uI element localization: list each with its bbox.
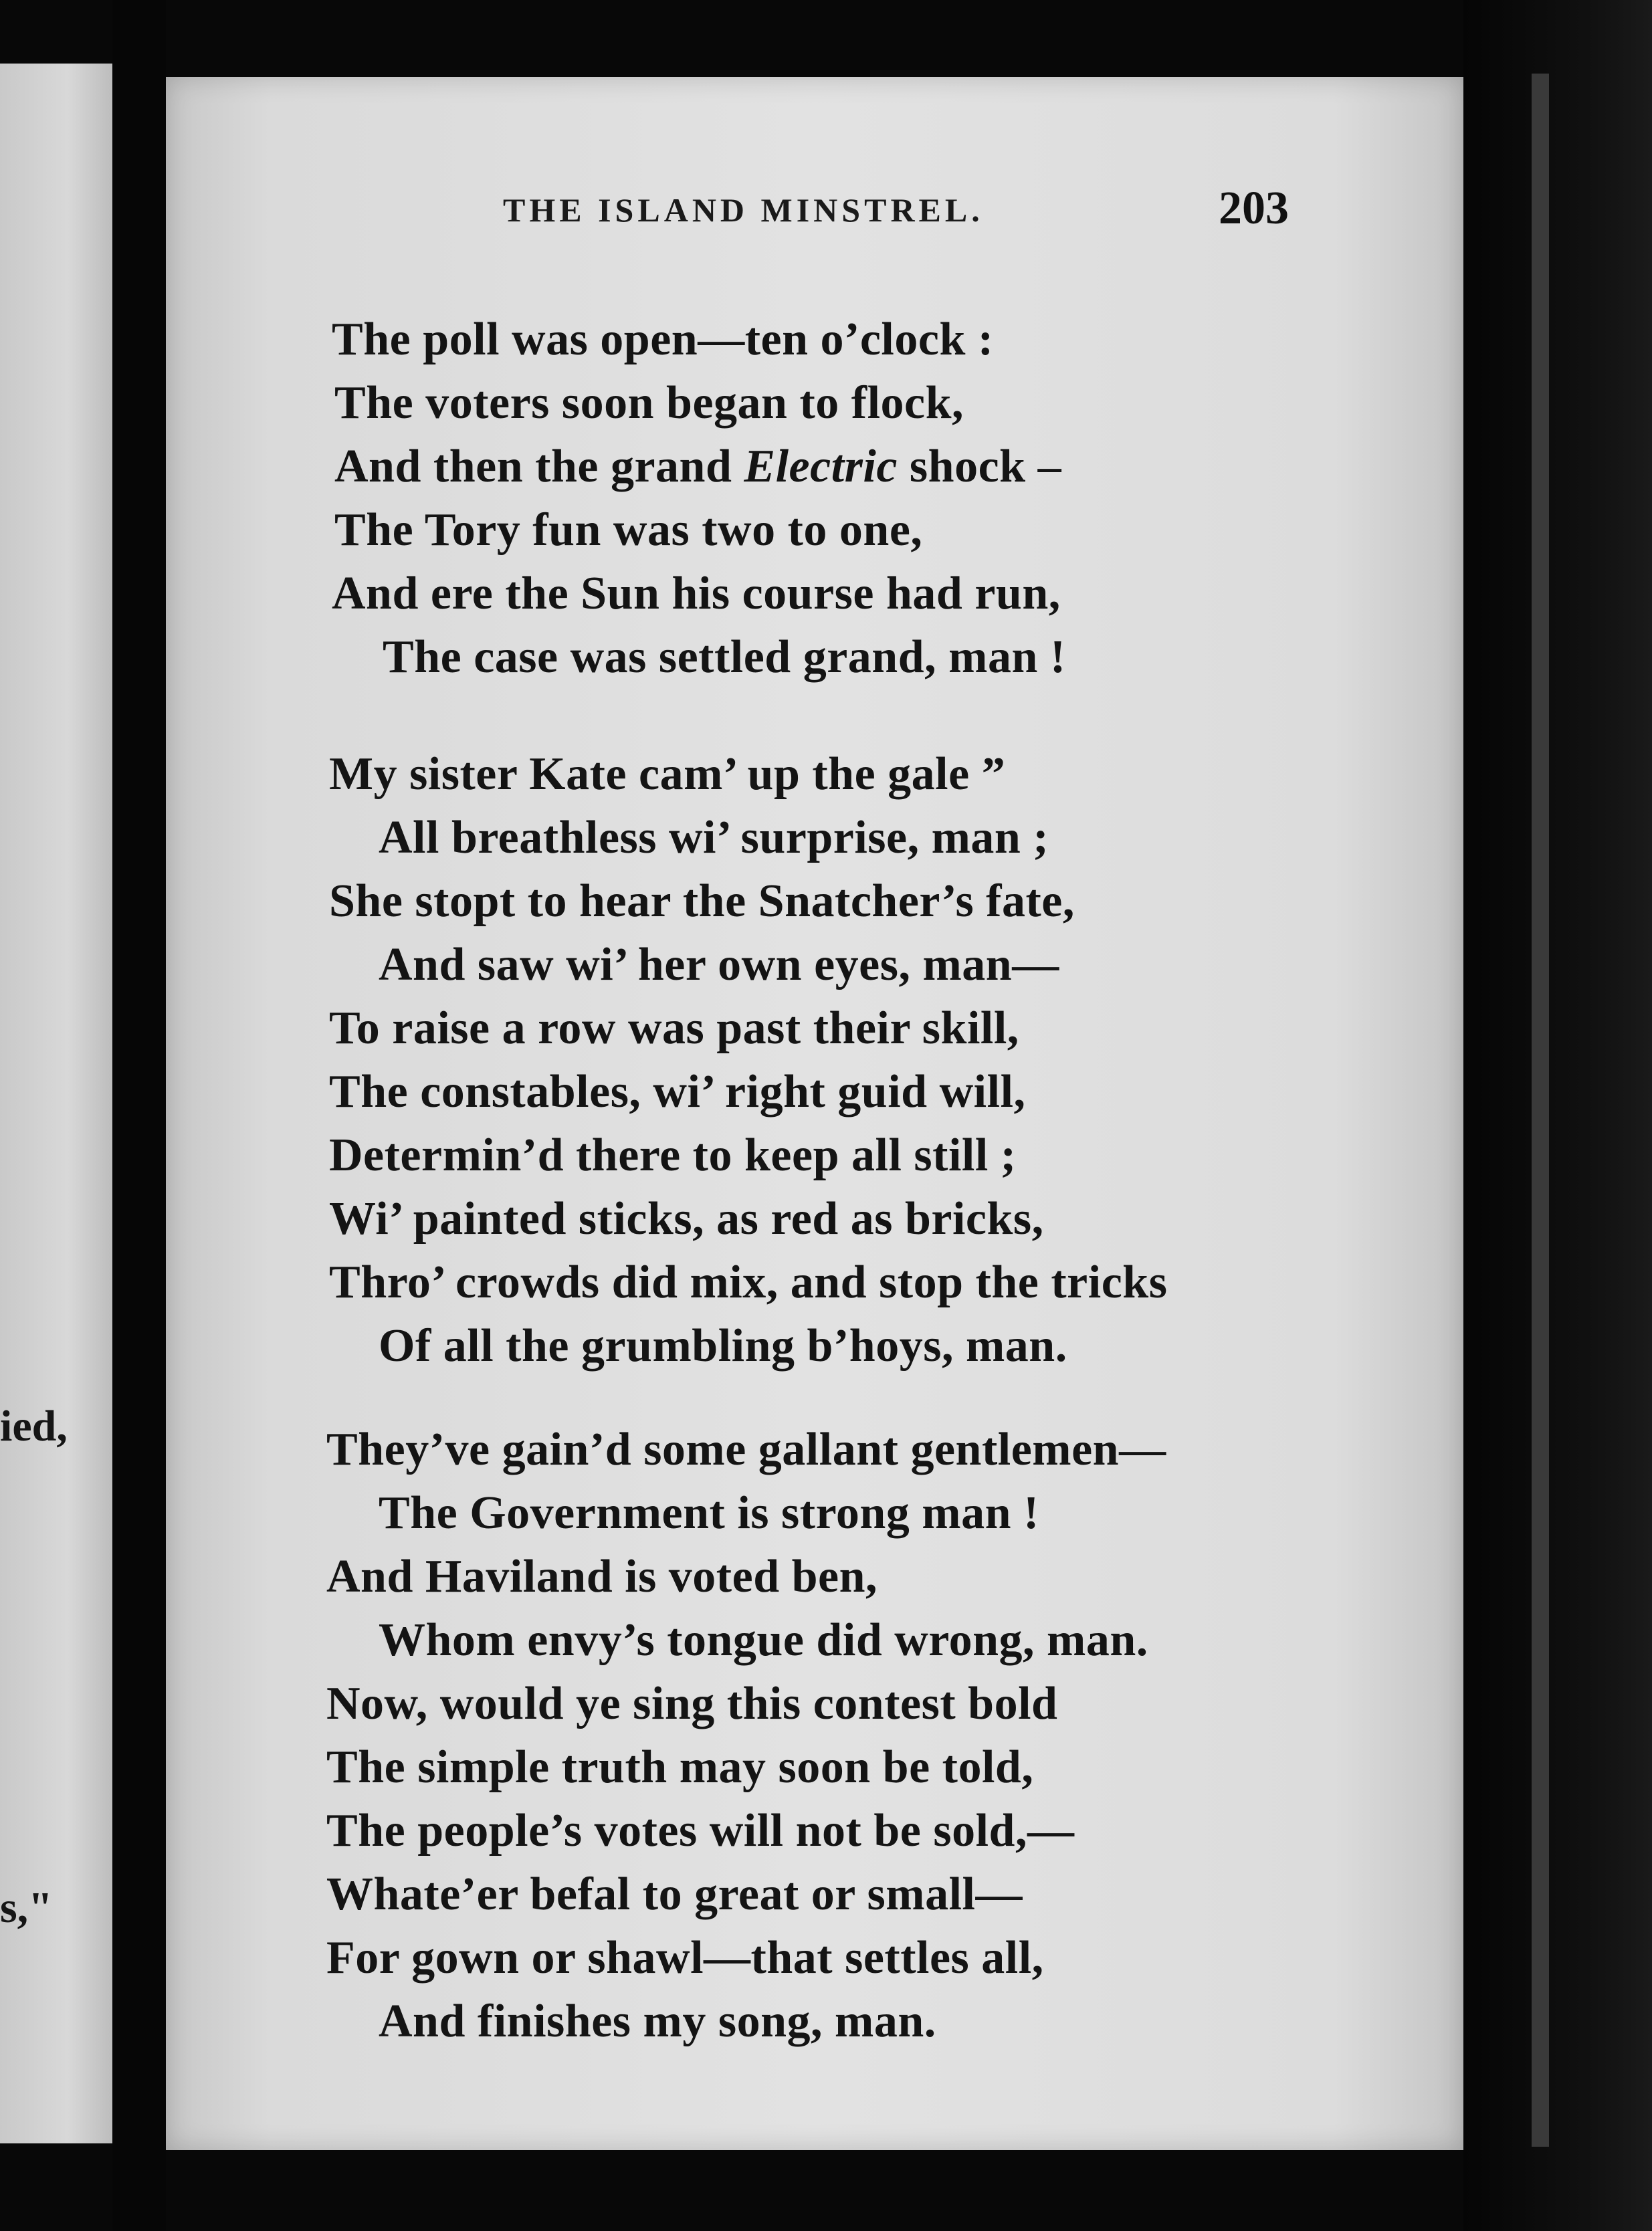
verse-line-text: shock – (897, 441, 1062, 492)
verse-line: For gown or shawl—that settles all, (326, 1932, 1044, 1984)
verse-line: Now, would ye sing this contest bold (326, 1678, 1058, 1729)
page-edge-shadow (1463, 0, 1652, 2231)
previous-page-fragment (0, 64, 112, 2143)
verse-line-text: And then the grand (334, 441, 744, 492)
verse-line: And Haviland is voted ben, (326, 1551, 878, 1602)
verse-line: The simple truth may soon be told, (326, 1741, 1034, 1793)
verse-line (334, 440, 1061, 494)
left-page-fragment-text: s," (0, 1883, 53, 1932)
verse-line: The people’s votes will not be sold,— (326, 1805, 1075, 1856)
verse-line: And finishes my song, man. (379, 1996, 936, 2047)
verse-line: The poll was open—ten o’clock : (332, 314, 994, 365)
verse-line: The voters soon began to flock, (334, 377, 964, 429)
verse-line: My sister Kate cam’ up the gale ” (329, 748, 1006, 800)
page-edge-strip (1532, 74, 1549, 2147)
verse-line: The Tory fun was two to one, (334, 504, 923, 556)
verse-line: And ere the Sun his course had run, (332, 568, 1061, 619)
verse-line: The constables, wi’ right guid will, (329, 1066, 1026, 1118)
verse-line: She stopt to hear the Snatcher’s fate, (329, 875, 1075, 927)
verse-line: Of all the grumbling b’hoys, man. (379, 1320, 1067, 1372)
verse-line: The Government is strong man ! (379, 1487, 1039, 1539)
page-number: 203 (1219, 183, 1289, 234)
verse-line: Determin’d there to keep all still ; (329, 1130, 1017, 1181)
verse-line: To raise a row was past their skill, (329, 1002, 1019, 1054)
running-head: THE ISLAND MINSTREL. (503, 191, 984, 229)
verse-line: Whom envy’s tongue did wrong, man. (379, 1614, 1148, 1666)
verse-line: All breathless wi’ surprise, man ; (379, 812, 1049, 863)
book-gutter (112, 0, 166, 2231)
verse-line: The case was settled grand, man ! (383, 631, 1066, 683)
left-page-fragment-text: ied, (0, 1402, 68, 1451)
verse-line: Wi’ painted sticks, as red as bricks, (329, 1193, 1044, 1245)
verse-line: They’ve gain’d some gallant gentlemen— (326, 1424, 1166, 1475)
verse-line: And saw wi’ her own eyes, man— (379, 939, 1059, 990)
verse-line: Whate’er befal to great or small— (326, 1869, 1023, 1920)
verse-line: Thro’ crowds did mix, and stop the tricks (329, 1257, 1168, 1308)
italic-word: Electric (744, 441, 898, 492)
